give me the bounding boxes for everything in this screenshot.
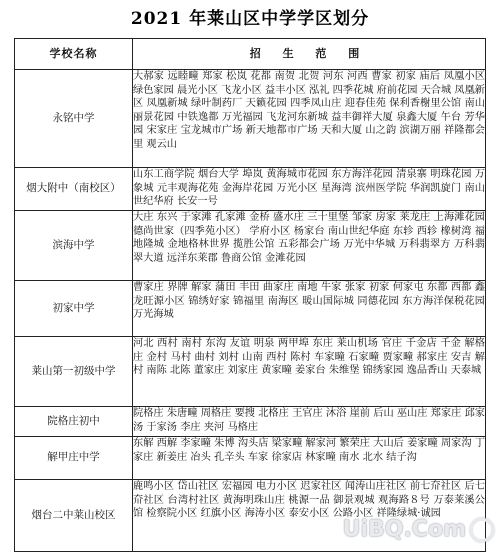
table-row xyxy=(15,337,486,407)
school-name-cell: 院格庄初中 xyxy=(15,407,133,437)
site-watermark xyxy=(343,517,494,542)
enrollment-range-cell: 鹿鸣小区 岱山社区 宏福园 电力小区 迟家社区 闻涛山庄社区 前七夼社区 后七夼社区 台湾村社区 黄海明珠山庄 桃源一品 御景观城 观海路８号 万泰莱溪公馆 检察院小区 红旗小区 海涛小区 泰安小区 公路小区 祥隆绿城·诚园 xyxy=(133,480,486,552)
school-district-table xyxy=(14,38,486,552)
table-row xyxy=(15,281,486,337)
school-name-cell: 烟大附中（南校区） xyxy=(15,168,133,211)
enrollment-range-cell: 院格庄 朱唐疃 周格庄 要搜 北格庄 王官庄 沐浴 崖前 后山 巫山庄 郑家庄 邱家汤 于家汤 李庄 夹河 马格庄 xyxy=(133,407,486,437)
table-row xyxy=(15,70,486,168)
school-name-cell: 解甲庄中学 xyxy=(15,437,133,480)
enrollment-range-cell: 山东工商学院 烟台大学 埠岚 黄海城市花园 东方海洋花园 清泉寨 明珠花园 万象城 元丰观海花苑 金海岸花园 万光小区 星海湾 滨州医学院 华润凯旋门 南山世纪华府 长安一号 xyxy=(133,168,486,211)
school-name-cell: 莱山第一初级中学 xyxy=(15,337,133,407)
school-name-cell: 烟台二中莱山校区 xyxy=(15,480,133,552)
enrollment-range-cell: 曹家庄 界牌 解家 蒲田 丰田 曲家庄 南地 牛家 张家 初家 何家屯 东都 西都 鑫龙旺源小区 锦绣好家 锦福里 南海区 暖山国际城 同德花园 东方海洋保税花园 万光海城 xyxy=(133,281,486,337)
table-row xyxy=(15,437,486,480)
watermark-logo-icon xyxy=(470,518,494,542)
enrollment-range-cell: 河北 西村 南村 东沟 友谊 明泉 两甲埠 东庄 莱山机场 官庄 千金店 千金 解格庄 金村 马村 曲村 刘村 山南 西村 陈村 车家疃 石家疃 贾家疃 郝家庄 安吉 解村 南陈 北陈 董家庄 刘家庄 黄家疃 姜家台 朱维堡 锦绣家园 逸品香山 天泰城 xyxy=(133,337,486,407)
school-name-cell: 永铭中学 xyxy=(15,70,133,168)
table-row xyxy=(15,211,486,281)
school-name-cell: 滨海中学 xyxy=(15,211,133,281)
enrollment-range-cell: 东解 西解 李家疃 朱博 沟头店 梁家疃 解家河 繁荣庄 大山后 姜家疃 周家沟 丁家庄 新姜庄 冶头 孔辛头 车家 徐家店 林家疃 南水 北水 结子沟 xyxy=(133,437,486,480)
header-enrollment-range: 招 生 范 围 xyxy=(133,39,486,70)
enrollment-range-cell: 大郝家 远睦疃 郑家 松岚 花都 南贺 北贺 河东 河西 曹家 初家 庙后 凤凰小区 绿色家园 晨光小区 飞龙小区 益丰小区 泓礼 四季花城 府前花园 天合城 凤凰新区 凤凰新城 绿叶制药厂 天籁花园 四季凤山庄 迎春佳苑 保利香榭里公馆 南山丽景花园 中铁逸都 万光福园 飞龙河东新城 益丰御祥大厦 泉鑫大厦 午台 芳华园 宋家庄 宝龙城市广场 新天地都市广场 天和大厦 山之韵 滨湖万丽 祥隆都会里 观云山 xyxy=(133,70,486,168)
page-title: 2021 年莱山区中学学区划分 xyxy=(130,9,370,29)
header-school-name: 学校名称 xyxy=(15,39,133,70)
table-row xyxy=(15,168,486,211)
table-header-row xyxy=(15,39,486,70)
enrollment-range-cell: 大庄 东兴 于家滩 孔家滩 金桥 盛水庄 三十里堡 邹家 房家 莱龙庄 上海滩花园 德尚世家（四季苑小区） 学府小区 杨家台 南山世纪华庭 东轸 西轸 橡树湾 福地隆城 金地格林世界 揽胜公馆 五彩都会广场 万光中华城 万科翡翠方 万科翡翠大道 远洋东莱郡 鲁商公馆 金滩花园 xyxy=(133,211,486,281)
school-name-cell: 初家中学 xyxy=(15,281,133,337)
watermark-text: UiBQ.Com xyxy=(342,517,466,542)
table-row xyxy=(15,407,486,437)
